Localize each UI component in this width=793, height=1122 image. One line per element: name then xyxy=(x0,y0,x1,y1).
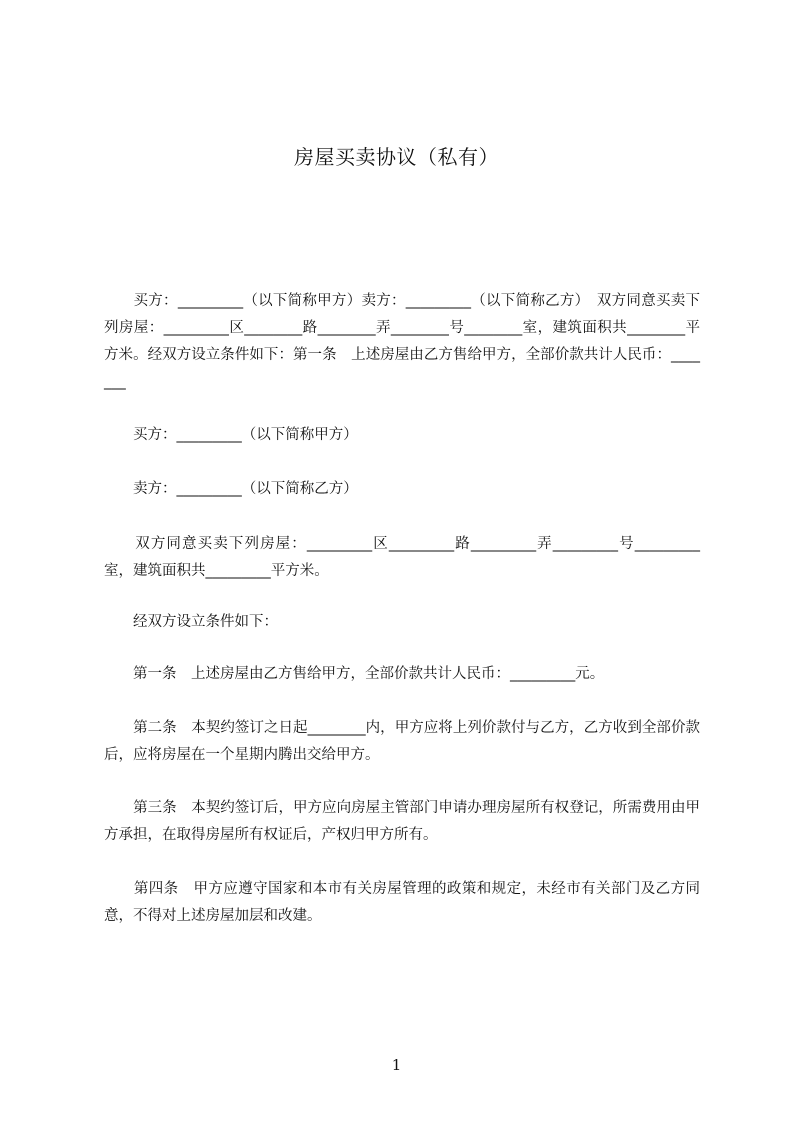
article-1-paragraph: 第一条 上述房屋由乙方售给甲方，全部价款共计人民币：_________元。 xyxy=(104,666,605,682)
conditions-paragraph: 经双方设立条件如下： xyxy=(104,614,278,630)
intro-paragraph: 买方：_________（以下简称甲方）卖方：_________（以下简称乙方） 双方同意买卖下列房屋：_________区________路________弄________号________室，建筑面积共________平方米。经双方设立条件如下：第一条 上述房屋由乙方售给甲方，全部价款共计人民币：_______ xyxy=(104,293,700,390)
article-4-paragraph: 第四条 甲方应遵守国家和本市有关房屋管理的政策和规定，未经市有关部门及乙方同意，不得对上述房屋加层和改建。 xyxy=(104,881,700,924)
document-title: 房屋买卖协议（私有） xyxy=(294,145,499,169)
article-3-paragraph: 第三条 本契约签订后，甲方应向房屋主管部门申请办理房屋所有权登记，所需费用由甲方承担，在取得房屋所有权证后，产权归甲方所有。 xyxy=(104,800,700,843)
buyer-paragraph: 买方：_________（以下简称甲方） xyxy=(104,427,358,443)
article-2-paragraph: 第二条 本契约签订之日起________内，甲方应将上列价款付与乙方，乙方收到全部价款后，应将房屋在一个星期内腾出交给甲方。 xyxy=(104,720,700,763)
house-paragraph: 双方同意买卖下列房屋：_________区_________路_________弄_________号_________室，建筑面积共_________平方米。 xyxy=(104,536,700,579)
page-number: 1 xyxy=(391,1056,402,1074)
seller-paragraph: 卖方：_________（以下简称乙方） xyxy=(104,481,358,497)
